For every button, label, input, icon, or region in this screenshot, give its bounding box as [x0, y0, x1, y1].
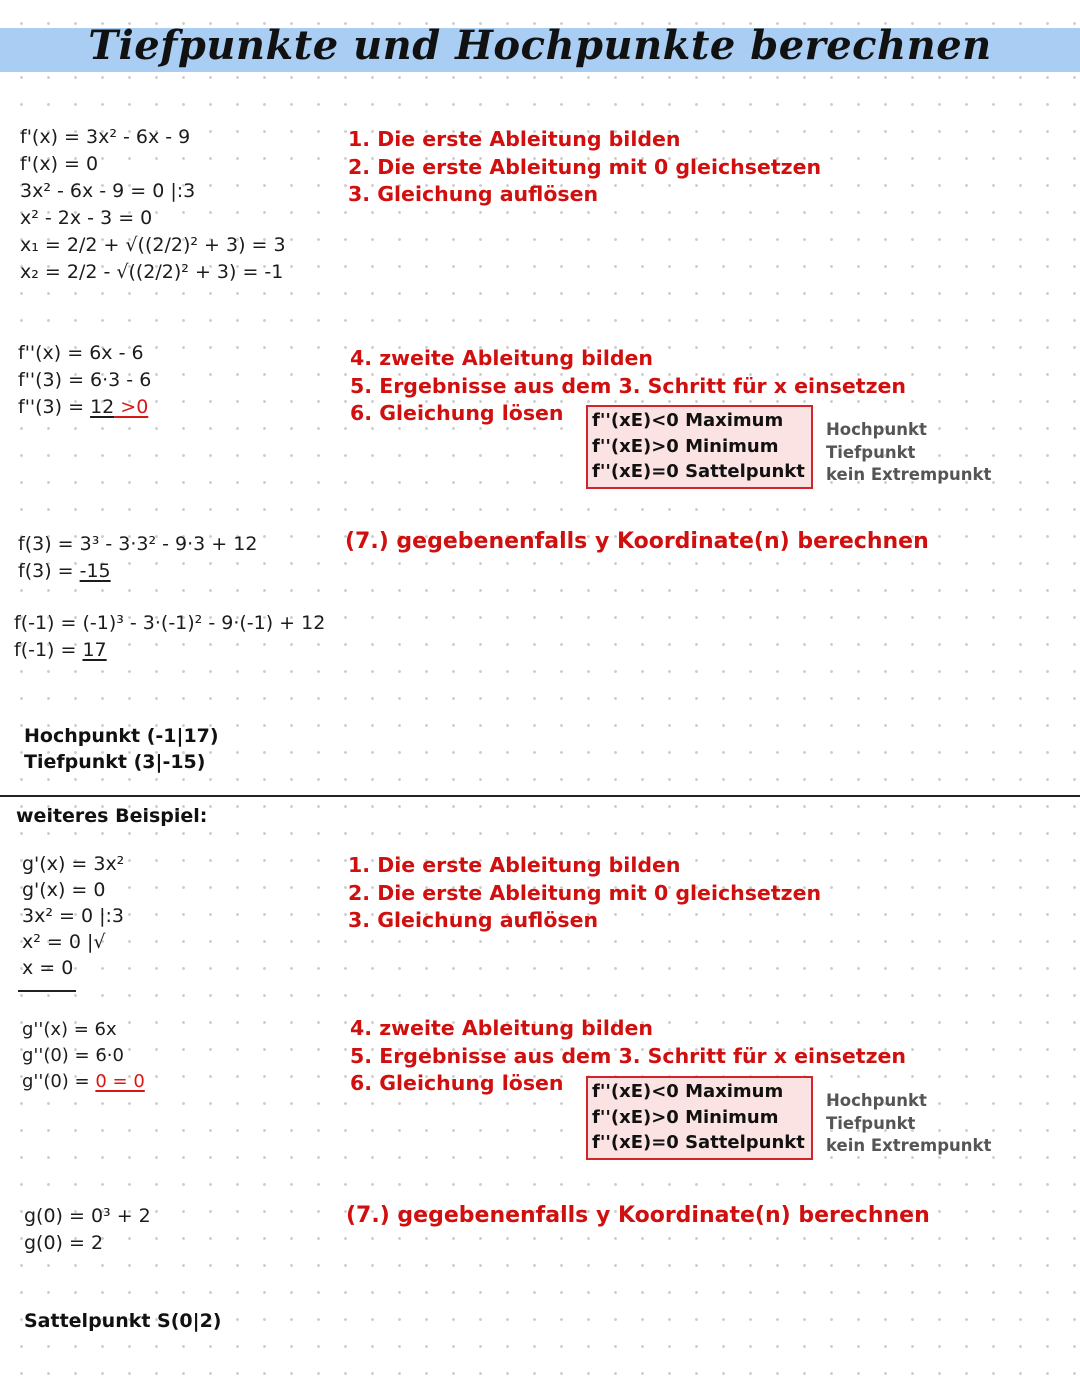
criteria-min: f''(xE)>0 Minimum: [592, 435, 779, 457]
step-7: (7.) gegebenenfalls y Koordinate(n) berechnen: [346, 1203, 930, 1228]
sign-check: 0 = 0: [95, 1071, 145, 1092]
underlined-value: 12: [90, 396, 115, 418]
criteria-max: f''(xE)<0 Maximum: [592, 410, 784, 431]
math-line: f(-1) = (-1)³ - 3·(-1)² - 9·(-1) + 12: [14, 612, 326, 634]
step-1: 1. Die erste Ableitung bilden: [348, 853, 681, 877]
example1-results: [24, 723, 219, 775]
math-line: f''(x) = 6x - 6: [18, 342, 144, 364]
result-hochpunkt: Hochpunkt (-1|17): [24, 725, 219, 747]
math-line: f(3) = 3³ - 3·3² - 9·3 + 12: [18, 533, 258, 555]
step-6: 6. Gleichung lösen: [350, 401, 564, 425]
step-4: 4. zweite Ableitung bilden: [350, 346, 654, 370]
result-tiefpunkt: Tiefpunkt (3|-15): [24, 751, 206, 773]
math-line: f''(3) = 6·3 - 6: [18, 369, 152, 391]
math-prefix: f(3) =: [18, 560, 80, 582]
underlined-value: -15: [79, 560, 111, 582]
meaning-kein: kein Extrempunkt: [826, 465, 992, 484]
math-line: g''(x) = 6x: [22, 1019, 117, 1040]
meaning-hochpunkt: Hochpunkt: [826, 420, 927, 439]
math-line: x₂ = 2/2 - √((2/2)² + 3) = -1: [20, 261, 284, 283]
step-2: 2. Die erste Ableitung mit 0 gleichsetzen: [348, 880, 822, 905]
criteria-saddle: f''(xE)=0 Sattelpunkt: [592, 461, 805, 482]
math-line: x² - 2x - 3 = 0: [20, 207, 153, 229]
math-line: g(0) = 2: [24, 1232, 104, 1254]
math-line: x₁ = 2/2 + √((2/2)² + 3) = 3: [20, 234, 286, 256]
math-line: [22, 1069, 145, 1095]
math-line: 3x² - 6x - 9 = 0 |:3: [20, 180, 196, 202]
steps-group-3: [348, 852, 821, 935]
criteria-meanings: [826, 419, 991, 487]
second-derivative-criteria-box: [586, 405, 813, 489]
sign-check: >0: [114, 396, 149, 418]
math-line: x² = 0 |√: [22, 931, 106, 953]
math-line: g''(0) = 6·0: [22, 1045, 124, 1066]
step-6: 6. Gleichung lösen: [350, 1071, 564, 1095]
criteria-saddle: f''(xE)=0 Sattelpunkt: [592, 1132, 805, 1153]
step-1: 1. Die erste Ableitung bilden: [348, 127, 681, 151]
example1-derivative2: [18, 340, 151, 421]
math-line: f'(x) = 3x² - 6x - 9: [20, 126, 191, 148]
math-line: x = 0: [22, 957, 74, 979]
steps-group-1: [348, 126, 821, 209]
second-derivative-criteria-box: [586, 1076, 813, 1160]
math-prefix: g''(0) =: [22, 1071, 96, 1092]
step-7: (7.) gegebenenfalls y Koordinate(n) berechnen: [345, 529, 929, 554]
meaning-tiefpunkt: Tiefpunkt: [826, 442, 916, 462]
example2-derivative2: [22, 1017, 145, 1095]
underlined-value: 17: [82, 639, 107, 661]
criteria-min: f''(xE)>0 Minimum: [592, 1106, 779, 1128]
math-line: [18, 394, 151, 421]
step-4: 4. zweite Ableitung bilden: [350, 1016, 654, 1040]
example1-yvalues-a: [18, 531, 257, 585]
step-2: 2. Die erste Ableitung mit 0 gleichsetzen: [348, 154, 822, 179]
meaning-hochpunkt: Hochpunkt: [826, 1091, 927, 1110]
section-divider: [0, 795, 1080, 797]
result-underline: [18, 990, 76, 992]
math-line: 3x² = 0 |:3: [22, 905, 124, 927]
math-prefix: f(-1) =: [14, 639, 83, 661]
math-line: [14, 637, 325, 664]
example2-heading: weiteres Beispiel:: [16, 805, 208, 827]
criteria-max: f''(xE)<0 Maximum: [592, 1081, 784, 1102]
example2-yvalues: [24, 1203, 151, 1257]
step-3: 3. Gleichung auflösen: [348, 908, 599, 932]
math-line: g'(x) = 0: [22, 879, 106, 901]
math-prefix: f''(3) =: [18, 396, 91, 418]
step-5: 5. Ergebnisse aus dem 3. Schritt für x einsetzen: [350, 1043, 907, 1068]
page-title: Tiefpunkte und Hochpunkte berechnen: [88, 22, 992, 69]
math-line: [18, 558, 257, 585]
example1-derivative1: [20, 124, 286, 286]
step-3: 3. Gleichung auflösen: [348, 182, 599, 206]
math-line: g'(x) = 3x²: [22, 853, 125, 875]
criteria-meanings: [826, 1090, 991, 1158]
math-line: f'(x) = 0: [20, 153, 99, 175]
step-5: 5. Ergebnisse aus dem 3. Schritt für x einsetzen: [350, 373, 907, 398]
example1-yvalues-b: [14, 610, 325, 664]
math-line: g(0) = 0³ + 2: [24, 1205, 151, 1227]
result-sattelpunkt: Sattelpunkt S(0|2): [24, 1310, 222, 1332]
example2-derivative1: [22, 851, 124, 981]
meaning-tiefpunkt: Tiefpunkt: [826, 1113, 916, 1133]
meaning-kein: kein Extrempunkt: [826, 1136, 992, 1155]
